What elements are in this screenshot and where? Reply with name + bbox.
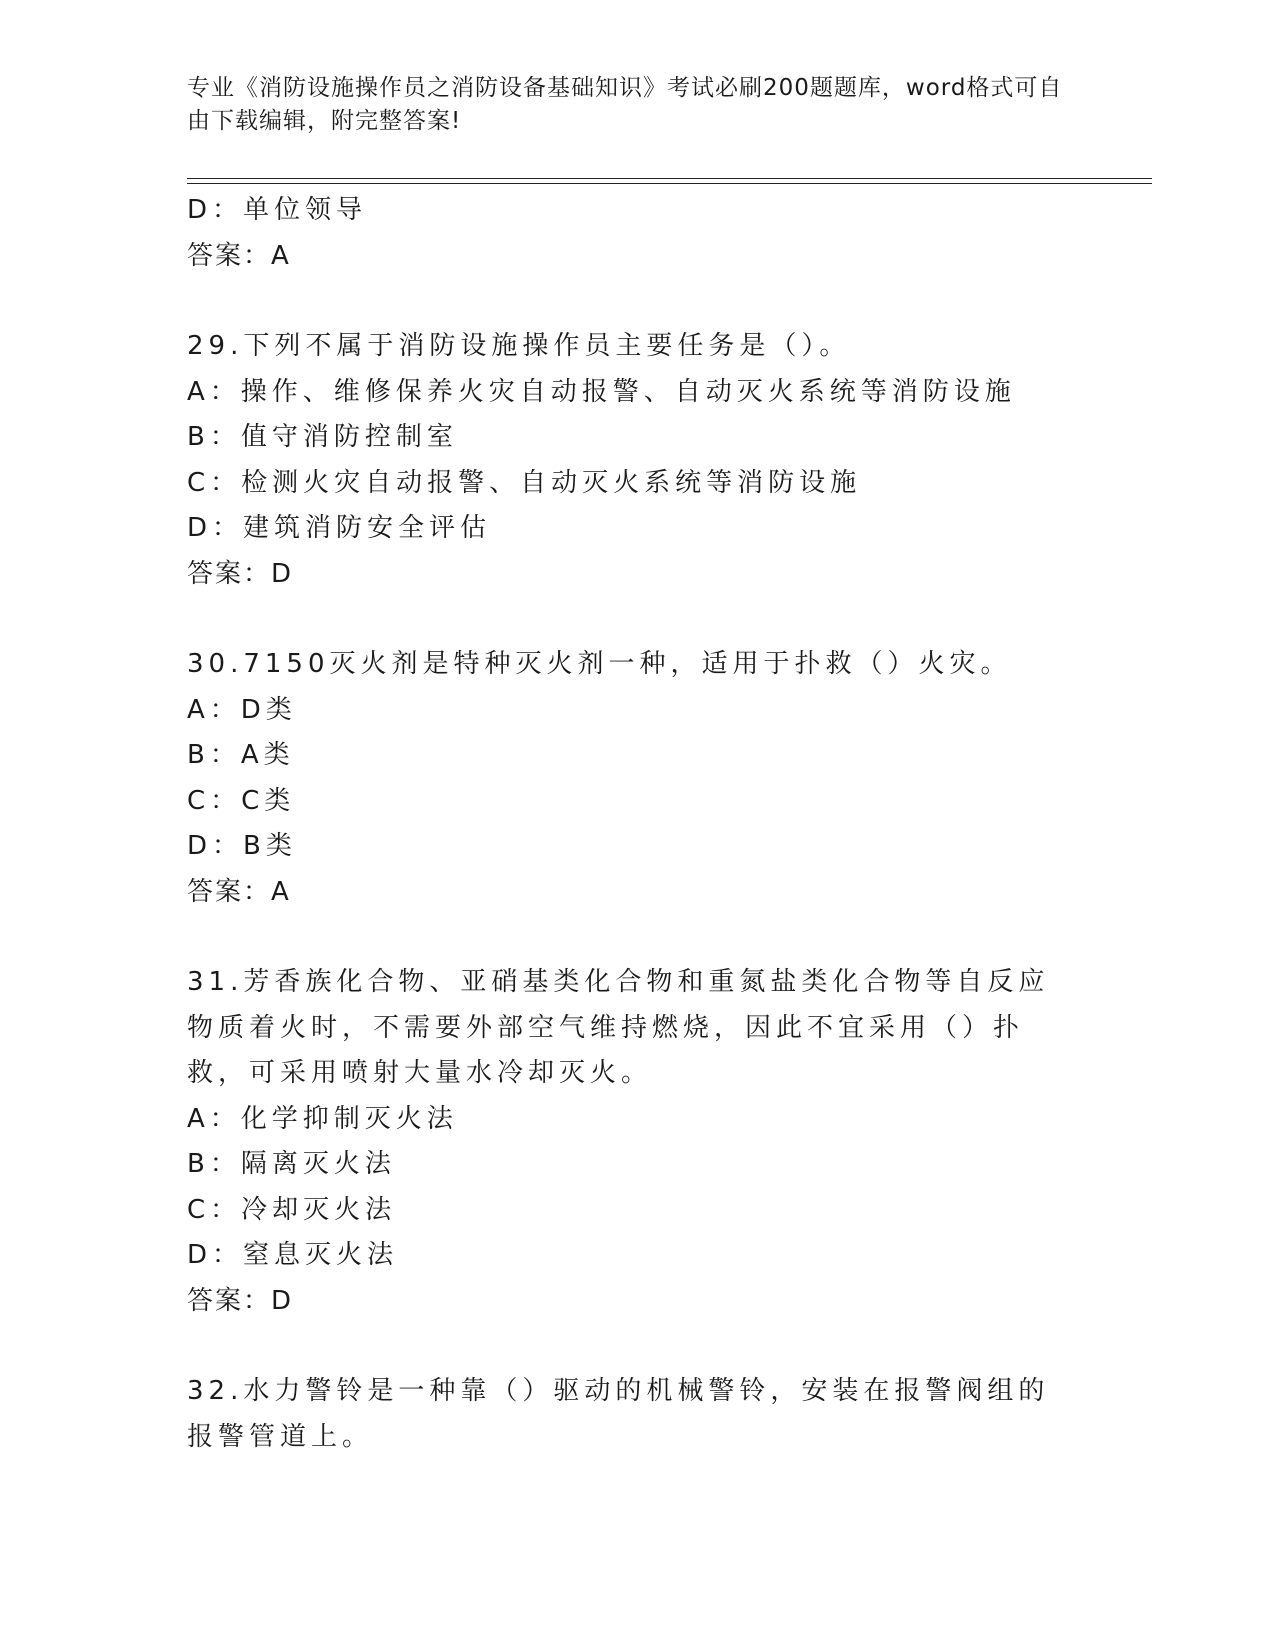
answer-line: 答案：A xyxy=(187,240,291,271)
question-28-tail xyxy=(187,188,1087,279)
option-b: B：值守消防控制室 xyxy=(187,422,458,452)
question-30 xyxy=(187,642,1087,915)
question-gap xyxy=(187,915,1087,960)
question-stem: 30.7150灭火剂是特种灭火剂一种，适用于扑救（）火灾。 xyxy=(187,649,1012,679)
document-header xyxy=(187,72,1067,138)
option-a: A：D类 xyxy=(187,694,297,725)
answer-line: 答案：D xyxy=(187,558,294,589)
question-29 xyxy=(187,324,1087,597)
option-b: B：A类 xyxy=(187,740,295,770)
question-list xyxy=(187,188,1087,1460)
option-d: D：单位领导 xyxy=(187,195,368,225)
question-31 xyxy=(187,960,1087,1324)
option-d: D：窒息灭火法 xyxy=(187,1240,399,1270)
option-c: C：检测火灾自动报警、自动灭火系统等消防设施 xyxy=(187,467,862,498)
question-stem: 31.芳香族化合物、亚硝基类化合物和重氮盐类化合物等自反应物质着火时，不需要外部空气维持燃烧，因此不宜采用（）扑救，可采用喷射大量水冷却灭火。 xyxy=(187,967,1050,1088)
question-stem: 29.下列不属于消防设施操作员主要任务是（）。 xyxy=(187,331,851,361)
option-b: B：隔离灭火法 xyxy=(187,1149,396,1179)
answer-line: 答案：D xyxy=(187,1285,294,1316)
answer-line: 答案：A xyxy=(187,876,291,907)
option-c: C：C类 xyxy=(187,785,296,816)
header-divider-top xyxy=(187,178,1152,179)
header-divider-bottom xyxy=(187,183,1152,184)
option-a: A：化学抑制灭火法 xyxy=(187,1103,458,1134)
option-a: A：操作、维修保养火灾自动报警、自动灭火系统等消防设施 xyxy=(187,376,1016,407)
option-d: D：建筑消防安全评估 xyxy=(187,513,492,543)
option-d: D：B类 xyxy=(187,831,297,861)
question-32 xyxy=(187,1369,1087,1460)
question-gap xyxy=(187,279,1087,324)
header-title: 专业《消防设施操作员之消防设备基础知识》考试必刷200题题库，word格式可自由下载编辑，附完整答案! xyxy=(187,75,1063,134)
question-stem: 32.水力警铃是一种靠（）驱动的机械警铃，安装在报警阀组的报警管道上。 xyxy=(187,1376,1050,1452)
option-c: C：冷却灭火法 xyxy=(187,1194,397,1225)
question-gap xyxy=(187,597,1087,642)
question-gap xyxy=(187,1324,1087,1369)
